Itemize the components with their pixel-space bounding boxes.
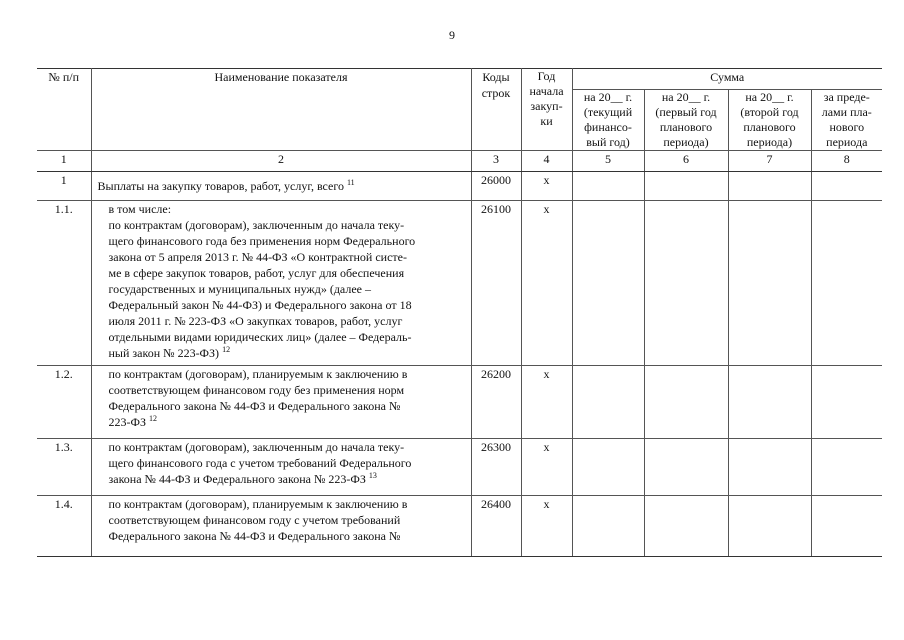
indicator-text-line: по контрактам (договорам), заключенным до начала теку- (108, 440, 405, 454)
expenditure-table (37, 68, 882, 557)
indicator-text-line: соответствующем финансовом году с учетом требований (108, 513, 401, 527)
row-indicator-name (91, 496, 471, 557)
indicator-text-line: щего финансового года с учетом требований Федерального (108, 456, 412, 470)
sum-cell (811, 172, 882, 201)
header-sum-first-plan-year: на 20__ г. (первый год планового периода) (644, 90, 728, 151)
column-number: 7 (728, 151, 811, 172)
row-code: 26300 (471, 439, 521, 496)
table-row (37, 496, 882, 557)
indicator-text-line: соответствующем финансовом году без применения норм (108, 383, 405, 397)
indicator-text-line: по контрактам (договорам), планируемым к заключению в (108, 367, 408, 381)
row-indicator-name (91, 172, 471, 201)
header-year: Год начала закуп- ки (521, 69, 572, 151)
page-number: 9 (449, 28, 455, 42)
indicator-text-line: государственных и муниципальных нужд» (далее – (108, 282, 371, 296)
sum-cell (644, 439, 728, 496)
sum-cell (644, 201, 728, 366)
sum-cell (728, 439, 811, 496)
indicator-text-line: по контрактам (договорам), заключенным до начала теку- (108, 218, 405, 232)
row-number: 1 (37, 172, 91, 201)
indicator-text-line: по контрактам (договорам), планируемым к заключению в (108, 497, 408, 511)
header-sum: Сумма (572, 69, 882, 90)
row-code: 26400 (471, 496, 521, 557)
sum-cell (572, 172, 644, 201)
indicator-text-line: ный закон № 223-ФЗ) $^{12}$ (108, 345, 231, 360)
sum-cell (572, 439, 644, 496)
sum-cell (728, 496, 811, 557)
indicator-text-line: июля 2011 г. № 223-ФЗ «О закупках товаров, работ, услуг (108, 314, 403, 328)
indicator-text-line: Выплаты на закупку товаров, работ, услуг, всего $^{11}$ (97, 178, 355, 193)
header-sum-beyond-plan: за преде- лами пла- нового периода (811, 90, 882, 151)
sum-cell (811, 201, 882, 366)
row-code: 26100 (471, 201, 521, 366)
column-number: 4 (521, 151, 572, 172)
sum-cell (728, 172, 811, 201)
column-number-row (37, 151, 882, 172)
row-procurement-year: x (521, 496, 572, 557)
sum-cell (811, 366, 882, 439)
row-number: 1.2. (37, 366, 91, 439)
sum-cell (644, 366, 728, 439)
indicator-text-line: Федерального закона № 44-ФЗ и Федерального закона № (108, 529, 401, 543)
header-num: № п/п (37, 69, 91, 151)
indicator-text-line: в том числе: (108, 202, 172, 216)
indicator-text-line: щего финансового года без применения норм Федерального (108, 234, 416, 248)
row-indicator-name (91, 439, 471, 496)
sum-cell (572, 366, 644, 439)
table-body (37, 172, 882, 557)
footnote-marker: 12 (222, 345, 231, 354)
row-code: 26200 (471, 366, 521, 439)
row-procurement-year: x (521, 366, 572, 439)
row-indicator-name (91, 201, 471, 366)
table-row (37, 439, 882, 496)
indicator-text-line: отдельными видами юридических лиц» (далее – Федераль- (108, 330, 412, 344)
sum-cell (728, 366, 811, 439)
row-procurement-year: x (521, 439, 572, 496)
header-sum-second-plan-year: на 20__ г. (второй год планового периода) (728, 90, 811, 151)
row-number: 1.4. (37, 496, 91, 557)
indicator-text-line: Федеральный закон № 44-ФЗ) и Федерального закона от 18 (108, 298, 412, 312)
table-row (37, 366, 882, 439)
sum-cell (572, 201, 644, 366)
header-row-top (37, 69, 882, 90)
indicator-text-line: Федерального закона № 44-ФЗ и Федерального закона № (108, 399, 401, 413)
table-row (37, 201, 882, 366)
indicator-text-line: 223-ФЗ $^{12}$ (108, 414, 157, 429)
sum-cell (572, 496, 644, 557)
column-number: 3 (471, 151, 521, 172)
sum-cell (644, 496, 728, 557)
sum-cell (644, 172, 728, 201)
row-number: 1.1. (37, 201, 91, 366)
header-sum-current-year: на 20__ г. (текущий финансо- вый год) (572, 90, 644, 151)
sum-cell (811, 496, 882, 557)
sum-cell (811, 439, 882, 496)
sum-cell (728, 201, 811, 366)
column-number: 2 (91, 151, 471, 172)
column-number: 6 (644, 151, 728, 172)
footnote-marker: 12 (149, 414, 157, 423)
header-name: Наименование показателя (91, 69, 471, 151)
footnote-marker: 11 (346, 178, 355, 187)
row-indicator-name (91, 366, 471, 439)
row-number: 1.3. (37, 439, 91, 496)
indicator-text-line: закона от 5 апреля 2013 г. № 44-ФЗ «О контрактной систе- (108, 250, 407, 264)
table-row (37, 172, 882, 201)
indicator-text-line: ме в сфере закупок товаров, работ, услуг для обеспечения (108, 266, 405, 280)
column-number: 1 (37, 151, 91, 172)
column-number: 5 (572, 151, 644, 172)
row-procurement-year: x (521, 172, 572, 201)
footnote-marker: 13 (368, 471, 377, 480)
indicator-text-line: закона № 44-ФЗ и Федерального закона № 223-ФЗ $^{13}$ (108, 471, 377, 486)
row-procurement-year: x (521, 201, 572, 366)
column-number: 8 (811, 151, 882, 172)
row-code: 26000 (471, 172, 521, 201)
header-codes: Коды строк (471, 69, 521, 151)
